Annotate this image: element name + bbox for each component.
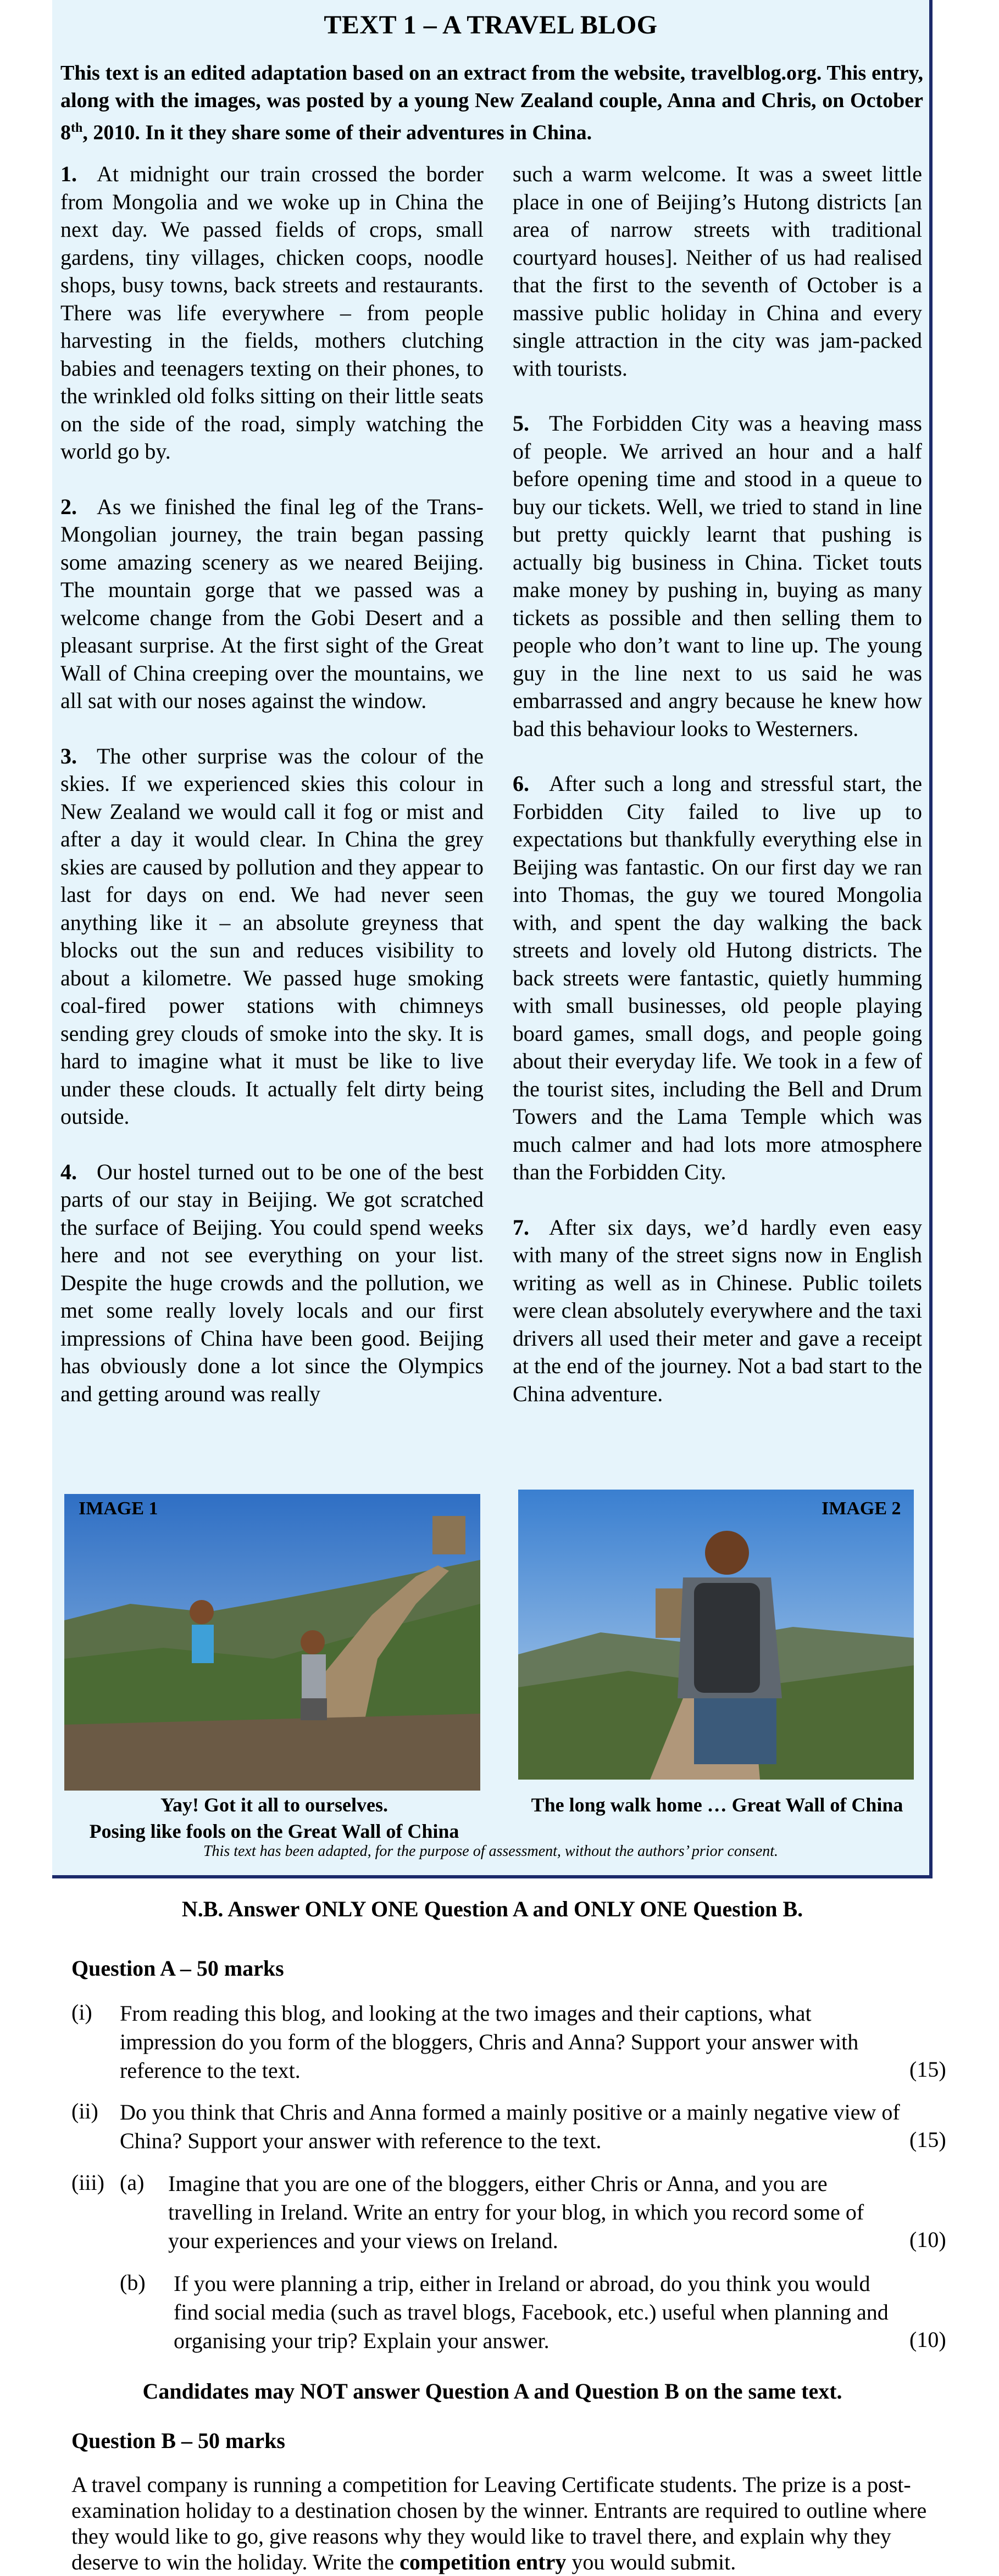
nb-instruction: N.B. Answer ONLY ONE Question A and ONLY ONE Question B. [181, 1897, 803, 1921]
question-a-ii-number: (ii) [71, 2099, 98, 2123]
not-both-instruction: Candidates may NOT answer Question A and Question B on the same text. [142, 2379, 842, 2404]
question-a-iii-a-text: Imagine that you are one of the bloggers, either Chris or Anna, and you are travelling in Ireland. Write an entry for your blog, in which you record some of your experiences and your views on Ireland. [168, 2171, 864, 2253]
image-2-label: IMAGE 2 [822, 1498, 901, 1519]
question-a-iii-b-text: If you were planning a trip, either in Ireland or abroad, do you think you would find social media (such as travel blogs, Facebook, etc.) useful when planning and organising your trip? Explain your answer. [174, 2271, 889, 2353]
image-1-photo [64, 1494, 480, 1791]
image-2-caption: The long walk home … Great Wall of China [531, 1794, 903, 1816]
question-a-iii-number: (iii) [71, 2170, 104, 2195]
text-intro: This text is an edited adaptation based on an extract from the website, travelblog.org. This entry, along with the images, was posted by a young New Zealand couple, Anna and Chris, on October 8th, 2010. In it they share some of their adventures in China. [60, 62, 923, 144]
blog-left-column [60, 160, 484, 1435]
text-title: TEXT 1 – A TRAVEL BLOG [324, 10, 658, 40]
question-a-ii-text: Do you think that Chris and Anna formed a mainly positive or a mainly negative view of China? Support your answer with reference to the text. [120, 2100, 900, 2153]
blog-paragraph-1: 1. At midnight our train crossed the border from Mongolia and we woke up in China the next day. We passed fields of crops, small gardens, tiny villages, chicken coops, noodle shops, busy towns, back streets and restaurants. There was life everywhere – from people harvesting in the fields, mothers clutching babies and teenagers texting on their phones, to the wrinkled old folks sitting on their little seats on the side of the road, simply watching the world go by. [60, 161, 484, 464]
question-a-i-marks: (15) [909, 2057, 946, 2082]
blog-paragraph-2: 2. As we finished the final leg of the Trans-Mongolian journey, the train began passing some amazing scenery as we neared Beijing. The mountain gorge that we passed was a welcome change from the Gobi Desert and a pleasant surprise. At the first sight of the Great Wall of China creeping over the mountains, we all sat with our noses against the window. [60, 494, 484, 713]
question-a-i-text: From reading this blog, and looking at the two images and their captions, what impression do you form of the bloggers, Chris and Anna? Support your answer with reference to the text. [120, 2001, 859, 2083]
question-a-iii-a-sub: (a) [120, 2170, 145, 2195]
question-a-i-number: (i) [71, 2000, 92, 2025]
image-2-photo [518, 1490, 914, 1780]
question-a-iii-b-sub: (b) [120, 2270, 146, 2295]
blog-paragraph-3: 3. The other surprise was the colour of the skies. If we experienced skies this colour in New Zealand we would call it fog or mist and after a day it would clear. In China the grey skies are caused by pollution and they appear to last for days on end. We had never seen anything like it – an absolute greyness that blocks out the sun and reduces visibility to about a kilometre. We passed huge smoking coal-fired power stations with chimneys sending grey clouds of smoke into the sky. It is hard to imagine what it must be like to live under these clouds. It actually felt dirty being outside. [60, 743, 484, 1129]
question-a-ii-marks: (15) [909, 2127, 946, 2152]
blog-right-column [513, 160, 922, 1435]
question-a-heading: Question A – 50 marks [71, 1956, 284, 1981]
question-a-iii-b-marks: (10) [909, 2327, 946, 2352]
blog-paragraph-7: 7. After six days, we’d hardly even easy with many of the street signs now in English writing as well as in Chinese. Public toilets were clean absolutely everywhere and the taxi drivers all used their meter and gave a receipt at the end of the journey. Not a bad start to the China adventure. [513, 1214, 922, 1406]
question-a-iii-a-marks: (10) [909, 2227, 946, 2252]
blog-paragraph-4: 4. Our hostel turned out to be one of the best parts of our stay in Beijing. We got scratched the surface of Beijing. You could spend weeks here and not see everything on your list. Despite the huge crowds and the pollution, we met some really lovely locals and our first impressions of China have been good. Beijing has obviously done a lot since the Olympics and getting around was really [60, 1159, 484, 1406]
image-1-label: IMAGE 1 [79, 1498, 158, 1519]
blog-paragraph-5: 5. The Forbidden City was a heaving mass of people. We arrived an hour and a half before opening time and stood in a queue to buy our tickets. Well, we tried to stand in line but pretty quickly learnt that pushing is actually big business in China. Ticket touts make money by pushing in, buying as many tickets as possible and then selling them to people who don’t want to line up. The young guy in the line next to us said he was embarrassed and angry because he knew how bad this behaviour looks to Westerners. [513, 411, 922, 741]
question-b-text: A travel company is running a competition for Leaving Certificate students. The prize is a post-examination holiday to a destination chosen by the winner. Entrants are required to outline where they would like to go, give reasons why they would like to travel there, and explain why they deserve to win the holiday. Write the competition entry you would submit. [71, 2472, 927, 2574]
text1-panel [52, 0, 933, 1878]
blog-paragraph-4-cont: such a warm welcome. It was a sweet little place in one of Beijing’s Hutong districts [an area of narrow streets with traditional courtyard houses]. Neither of us had realised that the first to the seventh of October is a massive public holiday in China and every single attraction in the city was jam-packed with tourists. [513, 161, 922, 381]
image-1-caption: Yay! Got it all to ourselves. Posing like fools on the Great Wall of China [89, 1794, 459, 1842]
adaptation-credit: This text has been adapted, for the purpose of assessment, without the authors’ prior consent. [203, 1843, 779, 1860]
blog-paragraph-6: 6. After such a long and stressful start, the Forbidden City failed to live up to expectations but thankfully everything else in Beijing was fantastic. On our first day we ran into Thomas, the guy we toured Mongolia with, and spent the day walking the back streets and lovely old Hutong districts. The back streets were fantastic, quietly humming with small businesses, old people playing board games, small dogs, and people going about their everyday life. We took in a few of the tourist sites, including the Bell and Drum Towers and the Lama Temple which was much calmer and had lots more atmosphere than the Forbidden City. [513, 771, 922, 1184]
question-b-heading: Question B – 50 marks [71, 2428, 285, 2453]
